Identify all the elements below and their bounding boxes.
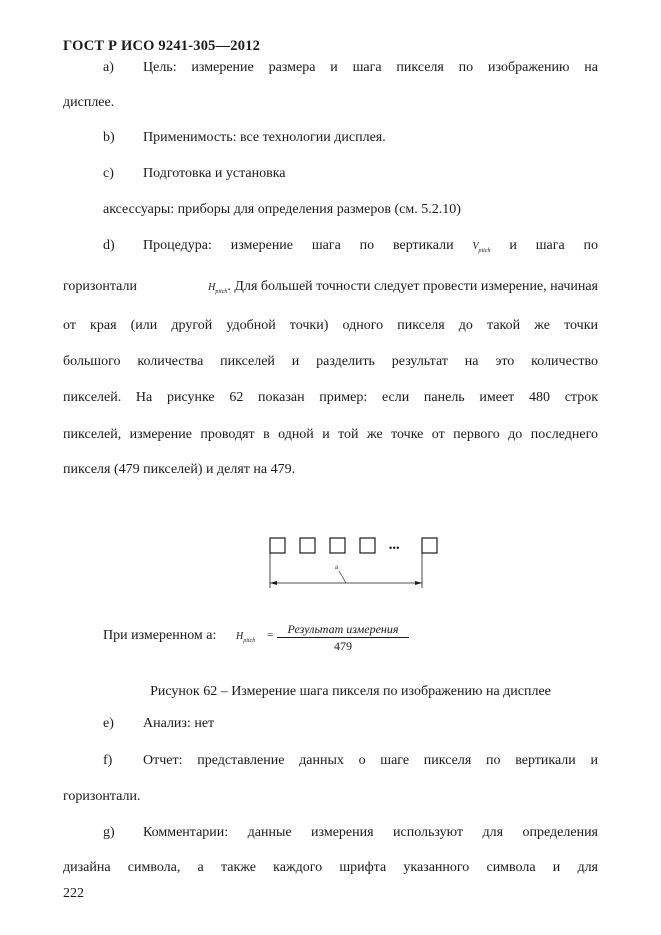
item-a-label: a) xyxy=(103,60,114,75)
item-b-label: b) xyxy=(103,130,115,145)
v-pitch-symbol xyxy=(472,238,490,253)
item-d-line2-b: . Для большей точности следует провести измерение, начиная xyxy=(227,279,598,294)
v-pitch-var: V xyxy=(472,241,479,252)
item-f-line2: горизонтали. xyxy=(63,789,141,804)
formula-h-pitch xyxy=(236,628,255,649)
item-d-line1-a: Процедура: измерение шага по вертикали xyxy=(143,238,454,253)
item-d-line6: пикселей, измерение проводят в одной и той же точке от первого до последнего xyxy=(63,427,598,442)
dimension-leader xyxy=(339,571,346,583)
item-b-text: Применимость: все технологии дисплея. xyxy=(143,130,386,145)
formula-equals: = xyxy=(267,629,274,641)
item-d-line1 xyxy=(143,238,598,259)
pitch-formula xyxy=(103,622,423,656)
item-e-text: Анализ: нет xyxy=(143,716,215,731)
item-a-line1: Цель: измерение размера и шага пикселя по изображению на xyxy=(143,60,598,75)
item-d-line5: пикселей. На рисунке 62 показан пример: если панель имеет 480 строк xyxy=(63,390,598,405)
h-pitch-symbol xyxy=(208,279,598,300)
formula-var: H xyxy=(236,631,244,642)
item-g-line2: дизайна символа, а также каждого шрифта указанного символа и для xyxy=(63,860,598,875)
item-g-label: g) xyxy=(103,825,115,840)
item-d-label: d) xyxy=(103,238,115,253)
ellipsis-dots: ••• xyxy=(389,543,400,553)
item-d-line7: пикселя (479 пикселей) и делят на 479. xyxy=(63,462,296,477)
pixel-square-4 xyxy=(360,538,375,553)
item-c-sub: аксессуары: приборы для определения размеров (см. 5.2.10) xyxy=(103,202,461,217)
figure-caption: Рисунок 62 – Измерение шага пикселя по изображению на дисплее xyxy=(150,684,551,699)
formula-denominator: 479 xyxy=(334,639,352,653)
pixel-pitch-figure xyxy=(262,532,442,592)
formula-prefix: При измеренном а: xyxy=(103,628,217,643)
item-d-line2-a: горизонтали xyxy=(63,279,137,294)
pixel-square-3 xyxy=(330,538,345,553)
item-d-line4: большого количества пикселей и разделить результат на это количество xyxy=(63,354,598,369)
document-header: ГОСТ Р ИСО 9241-305—2012 xyxy=(63,38,261,54)
item-d-line2 xyxy=(63,279,598,300)
pixel-square-last xyxy=(422,538,437,553)
formula-sub: pitch xyxy=(243,638,256,644)
item-d-line3: от края (или другой удобной точки) одного пикселя до такой же точки xyxy=(63,318,598,333)
item-c-text: Подготовка и установка xyxy=(143,166,286,181)
page-number: 222 xyxy=(63,886,84,901)
dimension-arrow-right xyxy=(415,581,422,585)
v-pitch-sub: pitch xyxy=(478,248,491,254)
item-e-label: e) xyxy=(103,716,114,731)
formula-fraction xyxy=(277,622,409,654)
item-g-line1: Комментарии: данные измерения используют для определения xyxy=(143,825,598,840)
formula-numerator: Результат измерения xyxy=(277,622,409,638)
h-pitch-sub: pitch xyxy=(215,289,228,295)
item-d-line1-b: и шага по xyxy=(509,238,599,253)
item-f-label: f) xyxy=(103,753,113,768)
h-pitch-var: H xyxy=(208,282,216,293)
pixel-square-2 xyxy=(300,538,315,553)
item-a-line2: дисплее. xyxy=(63,95,115,110)
item-f-line1: Отчет: представление данных о шаге пикселя по вертикали и xyxy=(143,753,598,768)
item-c-label: c) xyxy=(103,166,114,181)
dimension-arrow-left xyxy=(270,581,277,585)
dimension-label: a xyxy=(335,563,339,571)
pixel-square-1 xyxy=(270,538,285,553)
